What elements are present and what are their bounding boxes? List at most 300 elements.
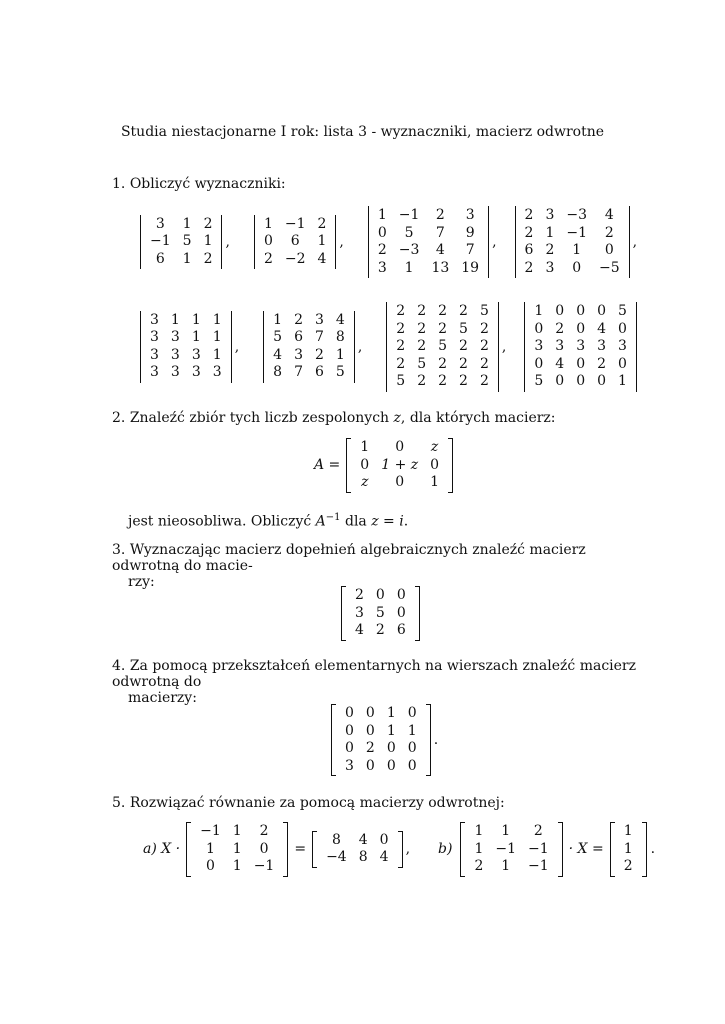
matrix-cell: 2 bbox=[263, 250, 273, 267]
matrix-cell: 2 bbox=[479, 355, 489, 372]
matrix-cell: 2 bbox=[545, 242, 555, 258]
determinant bbox=[254, 215, 336, 270]
determinant-right-bar bbox=[629, 206, 630, 278]
matrix-cell: z bbox=[361, 474, 369, 490]
problem-3-number: 3. bbox=[112, 542, 126, 558]
problem-4-number: 4. bbox=[112, 658, 126, 674]
matrix-row bbox=[194, 823, 280, 841]
matrix-cell: 2 bbox=[375, 622, 385, 638]
matrix-cell: 1 bbox=[501, 823, 511, 839]
matrix-cell: −5 bbox=[599, 259, 620, 276]
matrix-row bbox=[519, 225, 626, 243]
matrix-row bbox=[390, 321, 495, 339]
right-bracket bbox=[398, 831, 403, 868]
problem-2-followup bbox=[128, 512, 408, 530]
matrix-cell: 0 bbox=[534, 355, 544, 372]
problem-5-b-mid: · X = bbox=[568, 841, 604, 858]
matrix-cell: 4 bbox=[317, 250, 327, 267]
matrix-cell: 0 bbox=[555, 303, 565, 319]
matrix-cell: 0 bbox=[345, 705, 354, 721]
matrix-cell: 1 bbox=[182, 250, 192, 267]
matrix-cell: 0 bbox=[396, 587, 406, 603]
matrix-cell: 5 bbox=[273, 329, 283, 346]
matrix-cell: 0 bbox=[576, 303, 586, 319]
matrix-cell: 9 bbox=[465, 224, 475, 241]
matrix-cell: 2 bbox=[417, 373, 427, 389]
matrix-cell: 0 bbox=[572, 259, 582, 276]
matrix-cell: 5 bbox=[417, 355, 427, 372]
matrix-cell: 0 bbox=[345, 722, 354, 739]
problem-5-heading bbox=[112, 795, 505, 811]
matrix-cell: 1 bbox=[623, 840, 633, 857]
matrix-cell: 6 bbox=[396, 622, 406, 638]
matrix-cell: 0 bbox=[597, 303, 607, 319]
matrix-row bbox=[618, 841, 639, 859]
problem-3-heading bbox=[112, 542, 657, 590]
matrix-cells bbox=[144, 312, 228, 382]
problem-5-b-rhs-matrix bbox=[610, 822, 647, 877]
determinant bbox=[263, 311, 355, 383]
matrix-cell: 4 bbox=[555, 355, 565, 372]
matrix-cell: 1 bbox=[232, 823, 242, 839]
matrix-cell: 4 bbox=[335, 311, 345, 328]
matrix-cells bbox=[258, 216, 332, 269]
matrix-row bbox=[144, 216, 218, 234]
matrix-cell: 0 bbox=[576, 320, 586, 337]
matrix-cell: 0 bbox=[365, 722, 375, 739]
matrix-cell: 1 bbox=[572, 242, 582, 258]
problem-4-heading bbox=[112, 658, 657, 706]
determinant-left-bar bbox=[386, 302, 387, 392]
matrix-cell: 2 bbox=[524, 259, 534, 276]
matrix-row bbox=[519, 260, 626, 278]
matrix-row bbox=[339, 758, 423, 776]
matrix-cell: 1 bbox=[501, 858, 511, 874]
matrix-cell: 1 bbox=[360, 439, 370, 455]
matrix-cell: −1 bbox=[284, 215, 306, 232]
matrix-cells bbox=[468, 823, 554, 876]
matrix-cell: 1 bbox=[474, 840, 484, 857]
matrix-cell: 3 bbox=[377, 259, 387, 276]
determinant-left-bar bbox=[140, 215, 141, 270]
matrix-cell: 6 bbox=[290, 233, 300, 250]
problem-2-number: 2. bbox=[112, 410, 126, 426]
problem-5-b-matrix bbox=[460, 822, 562, 877]
matrix-row bbox=[528, 356, 633, 374]
problem-4-line-2: macierzy: bbox=[128, 690, 197, 706]
matrix-cell: 7 bbox=[314, 329, 324, 346]
matrix-cells bbox=[349, 587, 412, 640]
left-bracket bbox=[186, 822, 191, 877]
problem-2-matrix bbox=[346, 438, 453, 493]
matrix-cell: 2 bbox=[396, 303, 406, 319]
matrix-cell: 1 bbox=[263, 215, 273, 232]
matrix-cell: −1 bbox=[150, 233, 171, 250]
matrix-row bbox=[144, 233, 218, 251]
matrix-row bbox=[258, 216, 332, 234]
matrix-cell: 5 bbox=[438, 338, 448, 354]
matrix-cell: 3 bbox=[150, 329, 159, 346]
matrix-cell: 0 bbox=[263, 233, 273, 250]
matrix-cell: −1 bbox=[495, 840, 517, 857]
matrix-cell: 2 bbox=[294, 311, 303, 328]
left-bracket bbox=[610, 822, 615, 877]
matrix-cell: 8 bbox=[358, 849, 368, 866]
matrix-cell: 1 bbox=[212, 311, 222, 328]
determinant-right-bar bbox=[354, 311, 355, 383]
determinant-separator: , bbox=[492, 234, 497, 250]
problem-4-period: . bbox=[433, 732, 439, 748]
determinant bbox=[524, 302, 637, 392]
matrix-cell: 2 bbox=[355, 587, 364, 603]
matrix-cell: 2 bbox=[459, 338, 468, 354]
matrix-cell: 0 bbox=[597, 373, 607, 389]
matrix-cell: 3 bbox=[191, 346, 201, 363]
matrix-cell: 3 bbox=[212, 364, 222, 381]
matrix-row bbox=[468, 841, 554, 859]
matrix-cell: 5 bbox=[375, 604, 385, 621]
matrix-cell: 0 bbox=[377, 224, 387, 241]
determinant-right-bar bbox=[231, 311, 232, 383]
matrix-cell: 3 bbox=[170, 364, 180, 381]
determinant-right-bar bbox=[221, 215, 222, 270]
problem-5-text: Rozwiązać równanie za pomocą macierzy odwrotnej: bbox=[129, 795, 505, 811]
matrix-row bbox=[267, 312, 351, 330]
problem-2-text-a: Znaleźć zbiór tych liczb zespolonych bbox=[129, 410, 394, 426]
matrix-row bbox=[349, 587, 412, 605]
matrix-cell: 7 bbox=[465, 242, 475, 258]
matrix-cell: −1 bbox=[253, 858, 275, 874]
matrix-cell: 2 bbox=[459, 355, 468, 372]
matrix-cell: 0 bbox=[604, 242, 614, 258]
matrix-cell: 0 bbox=[259, 840, 269, 857]
matrix-row bbox=[339, 705, 423, 723]
matrix-cell: −1 bbox=[528, 858, 549, 874]
matrix-row bbox=[339, 740, 423, 758]
matrix-cell: 0 bbox=[379, 831, 389, 848]
left-bracket bbox=[331, 704, 336, 776]
problem-2-after-b: dla bbox=[340, 513, 372, 530]
matrix-row bbox=[528, 303, 633, 321]
matrix-cell: 13 bbox=[431, 259, 450, 276]
matrix-cell: 0 bbox=[345, 740, 354, 756]
matrix-cell: 1 bbox=[212, 329, 222, 346]
matrix-row bbox=[372, 260, 485, 278]
problem-2-variable: z bbox=[393, 410, 401, 426]
right-bracket bbox=[448, 438, 453, 493]
problem-2-lhs: A = bbox=[314, 457, 341, 474]
matrix-cell: 1 bbox=[335, 346, 345, 363]
matrix-cell: 3 bbox=[150, 311, 159, 328]
determinants-row-1 bbox=[140, 206, 637, 278]
matrix-cell: 2 bbox=[459, 303, 468, 319]
determinant bbox=[140, 215, 222, 270]
matrix-cell: 8 bbox=[273, 364, 283, 381]
determinant-right-bar bbox=[335, 215, 336, 270]
matrix-cell: 5 bbox=[182, 233, 192, 250]
matrix-cell: 5 bbox=[479, 303, 489, 319]
matrix-cell: 0 bbox=[386, 757, 396, 774]
right-bracket bbox=[558, 822, 563, 877]
matrix-row bbox=[528, 321, 633, 339]
matrix-cell: 0 bbox=[618, 320, 627, 337]
left-bracket bbox=[460, 822, 465, 877]
problem-5-a-equals: = bbox=[294, 841, 307, 858]
matrix-cells bbox=[354, 439, 445, 492]
matrix-cell: 3 bbox=[534, 338, 544, 354]
matrix-cell: 4 bbox=[597, 320, 607, 337]
matrix-cells bbox=[194, 823, 280, 876]
matrix-cell: 2 bbox=[417, 320, 427, 337]
problem-5-equations bbox=[143, 822, 655, 877]
matrix-cell: 0 bbox=[360, 456, 370, 473]
matrix-cells bbox=[390, 303, 495, 391]
matrix-cell: 6 bbox=[155, 250, 165, 267]
matrix-cell: −3 bbox=[398, 242, 420, 258]
matrix-row bbox=[320, 849, 394, 867]
matrix-cell: 0 bbox=[576, 373, 586, 389]
determinant bbox=[515, 206, 630, 278]
matrix-cell: 1 bbox=[182, 215, 192, 232]
problem-5-a-rhs-matrix bbox=[312, 831, 402, 868]
matrix-cell: 2 bbox=[438, 320, 448, 337]
problem-3-matrix bbox=[341, 586, 420, 641]
matrix-cell: 2 bbox=[438, 303, 448, 319]
matrix-cell: 2 bbox=[438, 373, 448, 389]
matrix-cell: 5 bbox=[534, 373, 544, 389]
matrix-row bbox=[354, 457, 445, 475]
matrix-cell: 0 bbox=[386, 740, 396, 756]
matrix-row bbox=[390, 303, 495, 321]
matrix-cell: 6 bbox=[294, 329, 303, 346]
matrix-cell: 2 bbox=[203, 215, 213, 232]
matrix-cell: 1 bbox=[206, 840, 215, 857]
problem-1-number: 1. bbox=[112, 176, 126, 192]
matrix-row bbox=[267, 329, 351, 347]
right-bracket bbox=[426, 704, 431, 776]
matrix-row bbox=[618, 858, 639, 876]
determinant-left-bar bbox=[515, 206, 516, 278]
right-bracket bbox=[415, 586, 420, 641]
matrix-cell: 2 bbox=[396, 355, 406, 372]
left-bracket bbox=[341, 586, 346, 641]
matrix-cell: 0 bbox=[618, 355, 627, 372]
matrix-cell: 1 bbox=[317, 233, 327, 250]
matrix-cell: 0 bbox=[365, 705, 375, 721]
matrix-cell: 2 bbox=[396, 338, 406, 354]
matrix-cell: 3 bbox=[555, 338, 565, 354]
matrix-cell: 0 bbox=[365, 757, 375, 774]
matrix-cell: 3 bbox=[545, 207, 555, 223]
matrix-cell: 2 bbox=[396, 320, 406, 337]
matrix-cell: 4 bbox=[355, 622, 364, 638]
problem-1-heading bbox=[112, 176, 286, 192]
matrix-cells bbox=[618, 823, 639, 876]
matrix-cell: 2 bbox=[555, 320, 565, 337]
problem-2-after-c: . bbox=[403, 513, 409, 530]
matrix-row bbox=[194, 858, 280, 876]
matrix-row bbox=[618, 823, 639, 841]
matrix-cell: 3 bbox=[545, 259, 555, 276]
matrix-row bbox=[144, 347, 228, 365]
determinant-right-bar bbox=[488, 206, 489, 278]
determinant-right-bar bbox=[636, 302, 637, 392]
matrix-cell: 1 bbox=[404, 259, 414, 276]
matrix-row bbox=[267, 364, 351, 382]
matrix-cell: 3 bbox=[355, 604, 364, 621]
problem-5-b-label: b) bbox=[438, 841, 453, 858]
matrix-row bbox=[258, 251, 332, 269]
matrix-row bbox=[339, 723, 423, 741]
matrix-cell: 2 bbox=[479, 373, 489, 389]
determinants-row-2 bbox=[140, 302, 640, 392]
matrix-row bbox=[528, 338, 633, 356]
determinant-separator: , bbox=[225, 234, 230, 250]
matrix-cell: −1 bbox=[398, 207, 420, 223]
matrix-row bbox=[267, 347, 351, 365]
determinant-separator: , bbox=[501, 338, 507, 355]
matrix-cell: 0 bbox=[206, 858, 215, 874]
problem-1-text: Obliczyć wyznaczniki: bbox=[129, 176, 286, 192]
matrix-cell: 2 bbox=[459, 373, 468, 389]
matrix-row bbox=[519, 242, 626, 260]
matrix-row bbox=[144, 329, 228, 347]
matrix-cell: 1 bbox=[232, 858, 242, 874]
matrix-cell: 2 bbox=[203, 250, 213, 267]
matrix-row bbox=[354, 474, 445, 492]
matrix-row bbox=[354, 439, 445, 457]
matrix-cell: 1 bbox=[474, 823, 484, 839]
matrix-cell: 1 bbox=[386, 722, 396, 739]
matrix-cell: 5 bbox=[335, 364, 345, 381]
determinant-left-bar bbox=[254, 215, 255, 270]
determinant-left-bar bbox=[140, 311, 141, 383]
matrix-cell: 3 bbox=[170, 329, 180, 346]
matrix-row bbox=[390, 373, 495, 391]
matrix-cell: 2 bbox=[435, 207, 445, 223]
problem-5-a-label: a) X · bbox=[143, 841, 181, 858]
matrix-row bbox=[144, 312, 228, 330]
problem-2-inverse: A bbox=[315, 513, 326, 530]
determinant bbox=[368, 206, 489, 278]
matrix-cell: 3 bbox=[170, 346, 180, 363]
matrix-row bbox=[390, 356, 495, 374]
matrix-cell: 4 bbox=[435, 242, 445, 258]
matrix-row bbox=[320, 832, 394, 850]
problem-5-number: 5. bbox=[112, 795, 126, 811]
matrix-cell: 8 bbox=[331, 831, 341, 848]
determinant-right-bar bbox=[498, 302, 499, 392]
matrix-cell: 1 bbox=[377, 207, 387, 223]
problem-5-b-period: . bbox=[650, 841, 656, 858]
determinant bbox=[386, 302, 499, 392]
matrix-row bbox=[144, 251, 218, 269]
matrix-cell: 1 bbox=[618, 373, 627, 389]
problem-5-a-comma: , bbox=[405, 841, 411, 858]
matrix-cell: 2 bbox=[365, 740, 375, 756]
matrix-cell: 2 bbox=[417, 303, 427, 319]
matrix-cell: −1 bbox=[200, 823, 221, 839]
matrix-row bbox=[372, 225, 485, 243]
matrix-cell: 2 bbox=[314, 346, 324, 363]
matrix-cell: 0 bbox=[375, 587, 385, 603]
problem-3-equation bbox=[341, 586, 420, 641]
determinant-left-bar bbox=[524, 302, 525, 392]
left-bracket bbox=[346, 438, 351, 493]
matrix-row bbox=[349, 605, 412, 623]
matrix-cell: 7 bbox=[294, 364, 303, 381]
matrix-cells bbox=[144, 216, 218, 269]
matrix-row bbox=[519, 207, 626, 225]
matrix-cell: 4 bbox=[273, 346, 283, 363]
problem-2-inverse-exponent: −1 bbox=[325, 512, 341, 523]
matrix-cell: 2 bbox=[524, 224, 534, 241]
matrix-row bbox=[390, 338, 495, 356]
matrix-cell: z bbox=[430, 439, 439, 455]
matrix-cell: 0 bbox=[430, 456, 440, 473]
matrix-cell: 2 bbox=[474, 858, 484, 874]
matrix-row bbox=[349, 622, 412, 640]
problem-3-line-1: Wyznaczając macierz dopełnień algebraicznych znaleźć macierz odwrotną do macie- bbox=[112, 542, 586, 574]
matrix-cell: 1 bbox=[232, 840, 242, 857]
matrix-cell: 1 bbox=[407, 722, 417, 739]
problem-4-matrix bbox=[331, 704, 431, 776]
matrix-cell: 1 bbox=[386, 705, 396, 721]
determinant-separator: , bbox=[339, 234, 344, 250]
matrix-cell: 0 bbox=[407, 740, 417, 756]
matrix-cell: 1 bbox=[623, 823, 633, 839]
matrix-cell: 5 bbox=[396, 373, 406, 389]
determinant bbox=[140, 311, 232, 383]
matrix-cells bbox=[519, 207, 626, 277]
matrix-cell: 3 bbox=[465, 207, 475, 223]
matrix-cell: 2 bbox=[524, 207, 534, 223]
matrix-row bbox=[144, 364, 228, 382]
matrix-cells bbox=[372, 207, 485, 277]
matrix-cell: 0 bbox=[396, 604, 406, 621]
matrix-cell: 2 bbox=[259, 823, 269, 839]
matrix-cell: 3 bbox=[155, 215, 165, 232]
matrix-cell: 4 bbox=[379, 849, 389, 866]
matrix-cell: 3 bbox=[150, 346, 159, 363]
matrix-cell: 6 bbox=[524, 242, 534, 258]
problem-5-a-matrix bbox=[186, 822, 288, 877]
matrix-cell: 2 bbox=[417, 338, 427, 354]
matrix-row bbox=[468, 823, 554, 841]
matrix-cell: 2 bbox=[604, 224, 614, 241]
matrix-cell: 0 bbox=[395, 439, 405, 455]
matrix-cell: −2 bbox=[284, 250, 306, 267]
matrix-cell: 3 bbox=[191, 364, 201, 381]
matrix-cell: 1 bbox=[170, 311, 180, 328]
matrix-cell: 1 + z bbox=[381, 456, 419, 473]
matrix-cell: 0 bbox=[407, 705, 417, 721]
matrix-cell: 2 bbox=[377, 242, 387, 258]
matrix-cell: 4 bbox=[604, 207, 614, 223]
matrix-cells bbox=[320, 832, 394, 867]
matrix-row bbox=[372, 242, 485, 260]
problem-4-line-1: Za pomocą przekształceń elementarnych na wierszach znaleźć macierz odwrotną do bbox=[112, 658, 636, 690]
matrix-cell: 0 bbox=[555, 373, 565, 389]
problem-2-text-b: , dla których macierz: bbox=[400, 410, 556, 426]
matrix-cell: 4 bbox=[358, 831, 368, 848]
matrix-cell: 3 bbox=[618, 338, 627, 354]
matrix-cell: 2 bbox=[597, 355, 607, 372]
matrix-cell: 3 bbox=[597, 338, 607, 354]
matrix-cells bbox=[267, 312, 351, 382]
matrix-row bbox=[528, 373, 633, 391]
matrix-cell: 2 bbox=[317, 215, 327, 232]
